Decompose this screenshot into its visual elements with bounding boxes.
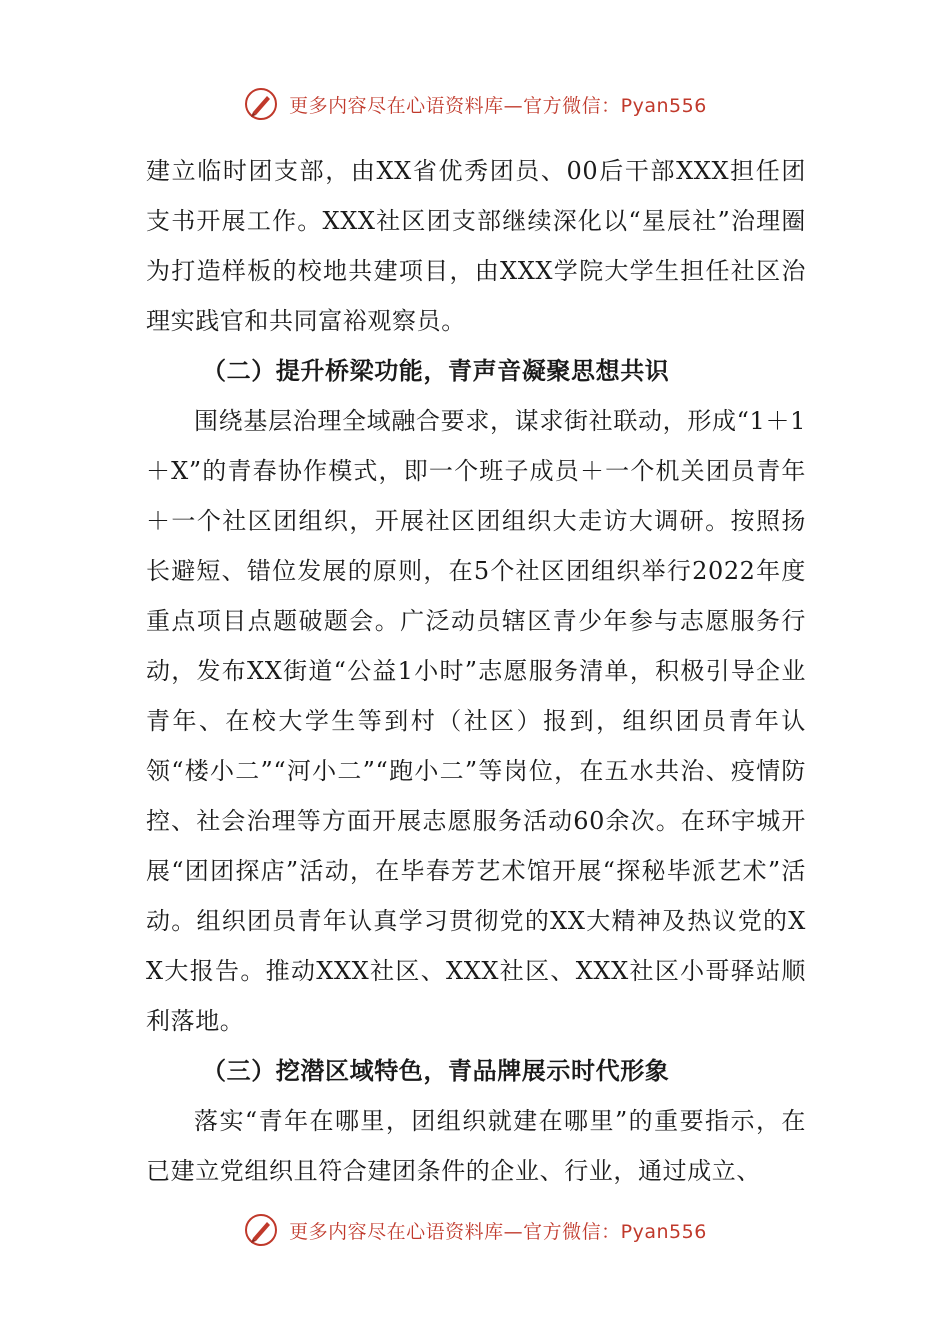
footer-banner xyxy=(0,1212,950,1248)
paragraph-1: 建立临时团支部，由XX省优秀团员、00后干部XXX担任团支书开展工作。XXX社区团支部继续深化以“星辰社”治理圈为打造样板的校地共建项目，由XXX学院大学生担任社区治理实践官和共同富裕观察员。 xyxy=(146,157,806,335)
section-heading-3: （三）挖潜区域特色，青品牌展示时代形象 xyxy=(202,1057,670,1085)
pen-circle-icon xyxy=(243,1212,279,1248)
pen-circle-icon xyxy=(243,86,279,122)
banner-text: 更多内容尽在心语资料库—官方微信：Pyan556 xyxy=(289,1220,707,1243)
header-banner xyxy=(0,86,950,122)
banner-text: 更多内容尽在心语资料库—官方微信：Pyan556 xyxy=(289,94,707,117)
section-heading-2: （二）提升桥梁功能，青声音凝聚思想共识 xyxy=(202,357,670,385)
document-body xyxy=(146,146,806,1196)
paragraph-2: 围绕基层治理全域融合要求，谋求街社联动，形成“1＋1＋X”的青春协作模式，即一个班子成员＋一个机关团员青年＋一个社区团组织，开展社区团组织大走访大调研。按照扬长避短、错位发展的原则，在5个社区团组织举行2022年度重点项目点题破题会。广泛动员辖区青少年参与志愿服务行动，发布XX街道“公益1小时”志愿服务清单，积极引导企业青年、在校大学生等到村（社区）报到，组织团员青年认领“楼小二”“河小二”“跑小二”等岗位，在五水共治、疫情防控、社会治理等方面开展志愿服务活动60余次。在环宇城开展“团团探店”活动，在毕春芳艺术馆开展“探秘毕派艺术”活动。组织团员青年认真学习贯彻党的XX大精神及热议党的XX大报告。推动XXX社区、XXX社区、XXX社区小哥驿站顺利落地。 xyxy=(146,407,806,1035)
paragraph-3: 落实“青年在哪里，团组织就建在哪里”的重要指示，在已建立党组织且符合建团条件的企业、行业，通过成立、 xyxy=(146,1107,806,1185)
